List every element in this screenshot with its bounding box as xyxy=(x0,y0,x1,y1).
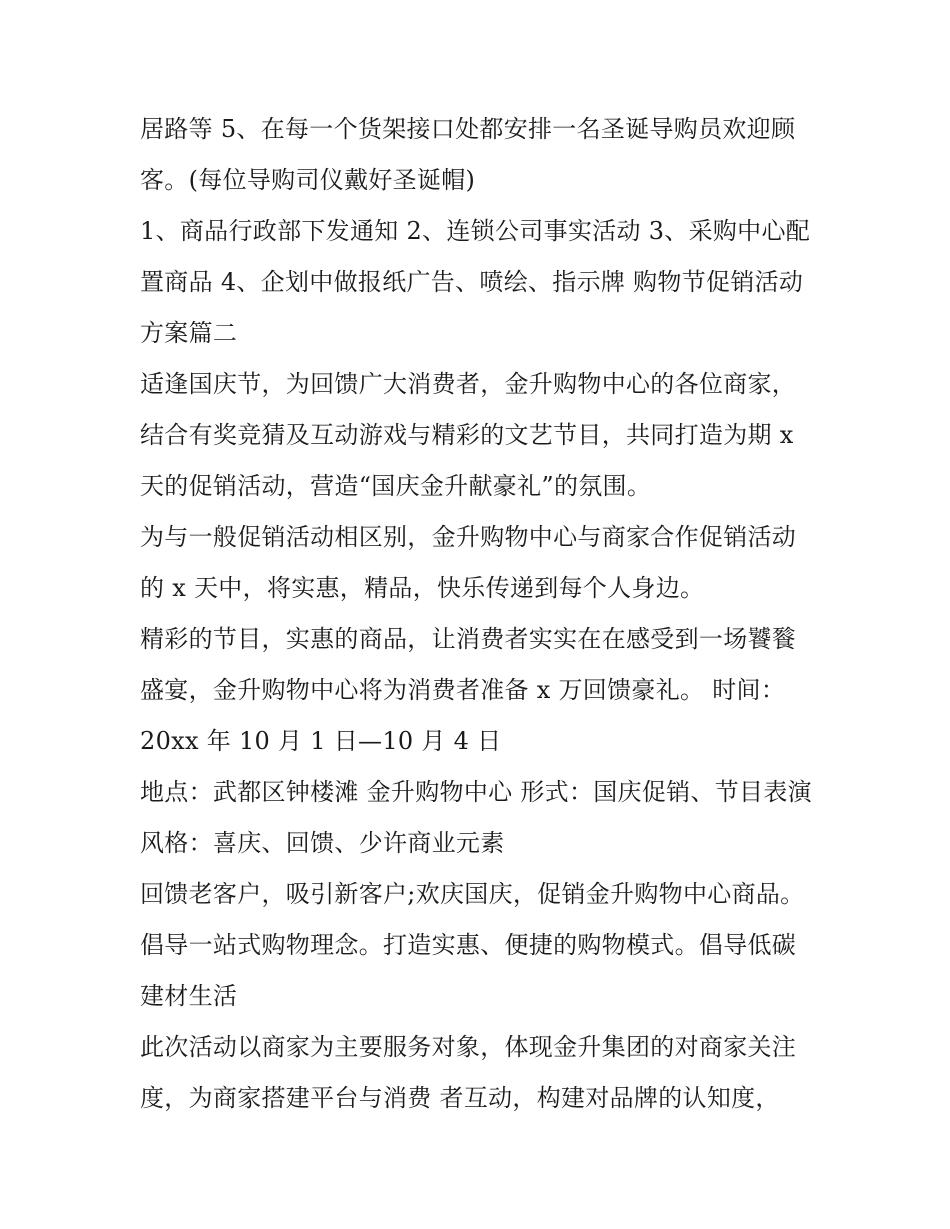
paragraph-distinction: 为与一般促销活动相区别，金升购物中心与商家合作促销活动的 x 天中，将实惠，精品，快乐传递到每个人身边。 xyxy=(140,523,797,602)
paragraph-goals: 回馈老客户，吸引新客户;欢庆国庆，促销金升购物中心商品。倡导一站式购物理念。打造实惠、便捷的购物模式。倡导低碳建材生活 xyxy=(140,880,805,1010)
paragraph-national-day-intro: 适逢国庆节，为回馈广大消费者，金升购物中心的各位商家，结合有奖竞猜及互动游戏与精彩的文艺节目，共同打造为期 x 天的促销活动，营造“国庆金升献豪礼”的氛围。 xyxy=(140,370,797,500)
paragraph-location-format: 地点：武都区钟楼滩 金升购物中心 形式：国庆促销、节目表演 风格：喜庆、回馈、少许商业元素 xyxy=(140,778,812,857)
paragraph-shopping-guide: 居路等 5、在每一个货架接口处都安排一名圣诞导购员欢迎顾客。(每位导购司仪戴好圣诞帽) xyxy=(140,115,796,194)
paragraph-procedure-steps: 1、商品行政部下发通知 2、连锁公司事实活动 3、采购中心配置商品 4、企划中做报纸广告、喷绘、指示牌 购物节促销活动方案篇二 xyxy=(140,217,811,347)
paragraph-service-target: 此次活动以商家为主要服务对象，体现金升集团的对商家关注度，为商家搭建平台与消费 者互动，构建对品牌的认知度， xyxy=(140,1033,797,1112)
paragraph-date: 20xx 年 10 月 1 日—10 月 4 日 xyxy=(140,727,502,755)
document-body xyxy=(140,104,820,1124)
paragraph-feast: 精彩的节目，实惠的商品，让消费者实实在在感受到一场饕餮盛宴，金升购物中心将为消费者准备 x 万回馈豪礼。 时间： xyxy=(140,625,797,704)
